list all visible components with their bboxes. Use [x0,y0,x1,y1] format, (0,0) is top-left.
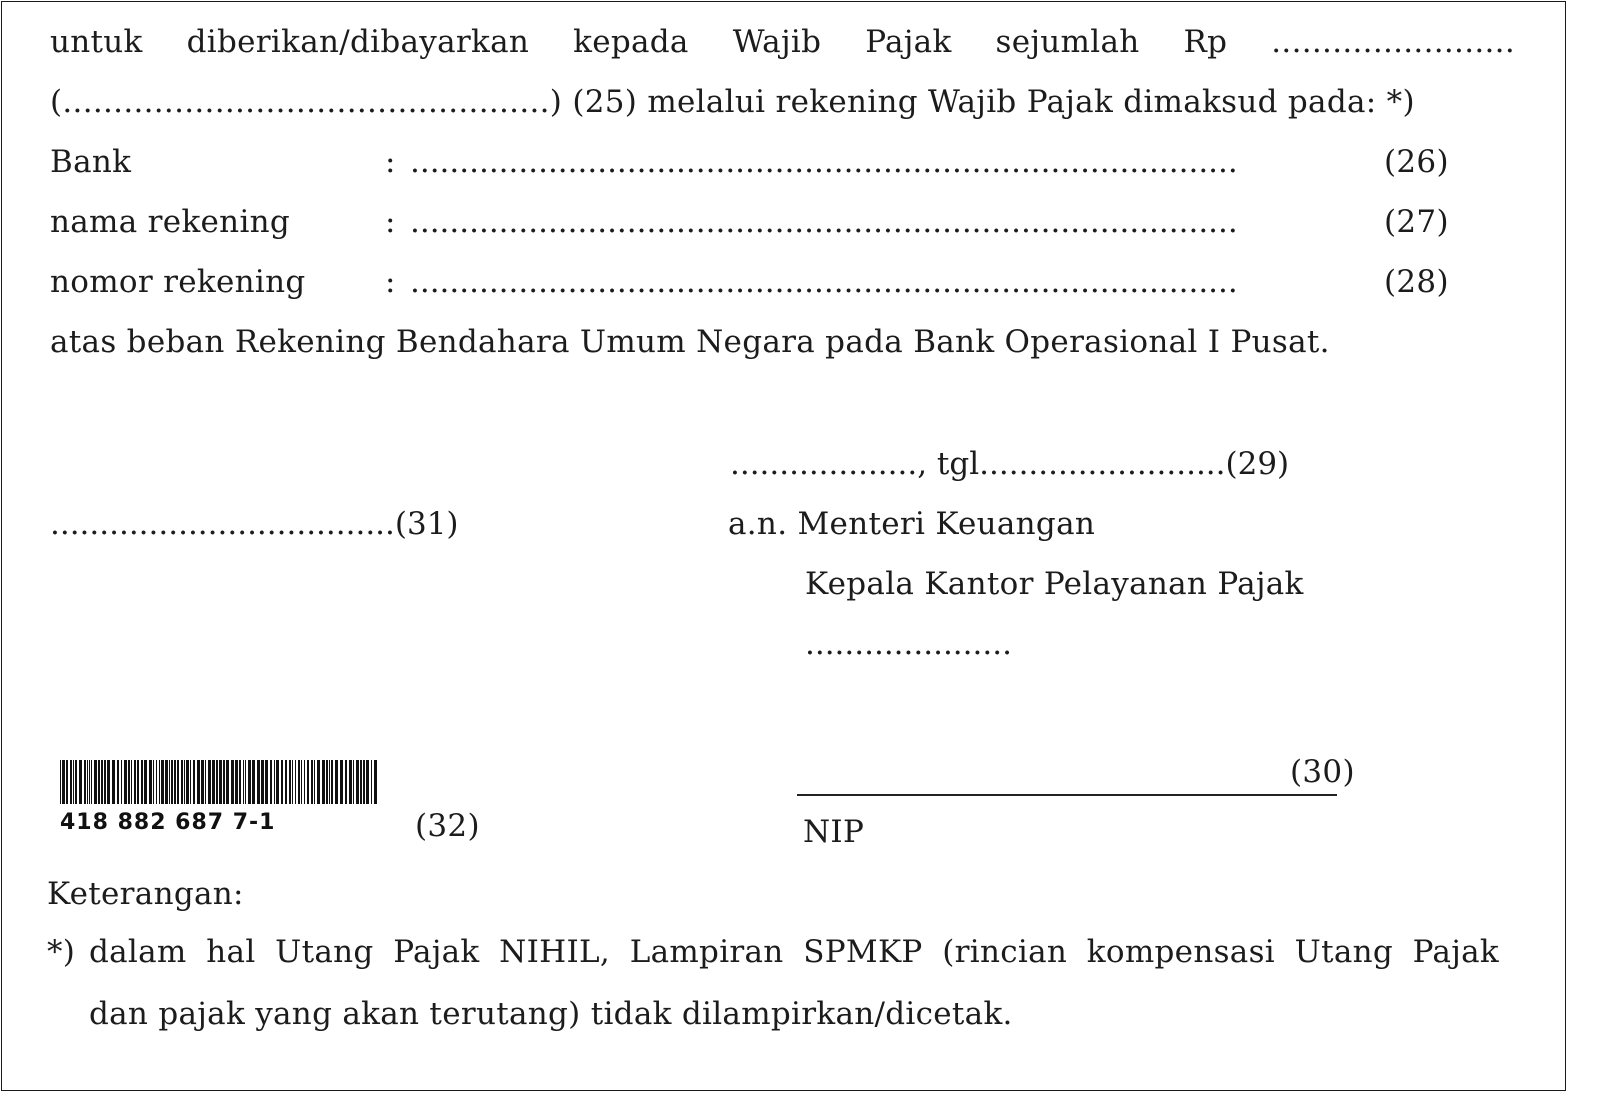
signature-line [797,794,1337,796]
barcode-bar [243,760,244,804]
account-number-sep: : [385,264,396,300]
barcode-bar [161,760,164,804]
charge-line: atas beban Rekening Bendahara Umum Negara pada Bank Operasional I Pusat. [50,324,1330,360]
left-reference-line: ...................................(31) [50,506,459,542]
place-date-line: ..................., tgl.........................(29) [730,446,1290,482]
notes-line-1-word: Utang [275,934,374,970]
barcode-bar [193,760,195,804]
barcode-bar [353,760,354,804]
account-number-dots: .................................................................................... [410,264,1238,300]
barcode-bar [134,760,136,804]
barcode-bar [356,760,359,804]
signature-number: (30) [1290,754,1355,790]
barcode-bar [87,760,88,804]
barcode-bar [141,760,143,804]
barcode-bar [144,760,147,804]
barcode-bar [314,760,315,804]
barcode-bar [66,760,68,804]
account-name-num: (27) [1384,204,1449,240]
barcode-bar [177,760,179,804]
barcode-bar [89,760,90,804]
barcode-bar [326,760,328,804]
barcode-bar [91,760,92,804]
barcode-bar [70,760,72,804]
amount-line-word: Rp [1183,24,1228,60]
barcode-bar [371,760,372,804]
barcode-bar [197,760,200,804]
barcode-bar [374,760,377,804]
barcode-bar [252,760,255,804]
account-name-label: nama rekening [50,204,291,240]
barcode-bar [190,760,191,804]
barcode-bar [223,760,225,804]
barcode-bar [270,760,272,804]
notes-heading: Keterangan: [47,876,244,912]
barcode-image [60,760,378,804]
barcode-bar [79,760,82,804]
barcode-bar [131,760,132,804]
bank-field-num: (26) [1384,144,1449,180]
notes-line-1-word: Lampiran [629,934,784,970]
barcode-bar [289,760,291,804]
amount-line-word: sejumlah [995,24,1140,60]
barcode-bar [298,760,300,804]
barcode-bar [363,760,365,804]
barcode-bar [274,760,275,804]
notes-line-1-word: hal [206,934,256,970]
amount-line-word: kepada [573,24,689,60]
barcode-bar [62,760,65,804]
barcode-bar [75,760,77,804]
barcode-bar [317,760,320,804]
barcode-bar [366,760,369,804]
barcode-bar [295,760,296,804]
notes-line-1 [89,932,1499,972]
amount-line-word: diberikan/dibayarkan [186,24,530,60]
account-number-label: nomor rekening [50,264,306,300]
barcode-bar [171,760,173,804]
notes-line-1-word: NIHIL, [499,934,611,970]
barcode-bar [208,760,211,804]
barcode-bar [101,760,103,804]
barcode-bar [349,760,352,804]
amount-line-word: untuk [50,24,143,60]
barcode-bar [331,760,333,804]
barcode-bar [231,760,234,804]
notes-line-1-word: (rincian [942,934,1068,970]
barcode-bar [340,760,343,804]
account-name-sep: : [385,204,396,240]
barcode-bar [121,760,122,804]
on-behalf-line: a.n. Menteri Keuangan [728,506,1096,542]
barcode-bar [137,760,139,804]
barcode-bar [149,760,152,804]
barcode-bar [165,760,168,804]
account-name-dots: .................................................................................... [410,204,1238,240]
barcode-bar [345,760,347,804]
barcode-reference: (32) [415,808,480,844]
barcode-bar [124,760,127,804]
barcode-bar [281,760,283,804]
account-number-num: (28) [1384,264,1449,300]
barcode-bar [322,760,325,804]
barcode-bar [94,760,97,804]
amount-line-word: ........................ [1271,24,1515,60]
notes-line-1-word: Utang [1294,934,1394,970]
barcode-bar [205,760,206,804]
nip-label: NIP [803,814,865,850]
bank-field-label: Bank [50,144,132,180]
notes-line-1-word: dalam [89,934,187,970]
barcode-bar [301,760,302,804]
bank-field-sep: : [385,144,396,180]
barcode-bar [104,760,106,804]
barcode-bar [84,760,86,804]
barcode-bar [226,760,229,804]
barcode-bar [335,760,338,804]
barcode-bar [219,760,222,804]
barcode-bar [248,760,251,804]
barcode-number: 418 882 687 7-1 [60,810,276,835]
barcode-bar [159,760,160,804]
bank-field-dots: .................................................................................... [410,144,1238,180]
amount-line-word: Pajak [865,24,952,60]
barcode-bar [276,760,279,804]
barcode-bar [117,760,119,804]
office-name-line: ..................... [805,626,1012,662]
barcode-bar [60,760,61,804]
barcode-bar [156,760,157,804]
notes-line-1-word: kompensasi [1086,934,1275,970]
barcode-bar [304,760,305,804]
barcode-bar [261,760,264,804]
barcode-bar [360,760,362,804]
barcode-bar [239,760,241,804]
barcode-bar [212,760,215,804]
barcode-bar [329,760,330,804]
barcode-bar [257,760,260,804]
barcode-bar [307,760,309,804]
barcode-bar [107,760,110,804]
barcode-bar [245,760,246,804]
amount-line [50,22,1515,62]
barcode-bar [186,760,189,804]
barcode-bar [112,760,115,804]
barcode-bar [216,760,218,804]
barcode-bar [169,760,170,804]
barcode-bar [311,760,313,804]
barcode-bar [181,760,183,804]
barcode-bar [285,760,287,804]
barcode-bar [153,760,154,804]
amount-in-words-line: (................................................) (25) melalui rekening Wajib Pajak dimaksud pada: *) [50,84,1415,120]
barcode-bar [201,760,204,804]
notes-line-1-word: Pajak [393,934,480,970]
barcode-bar [174,760,176,804]
amount-line-word: Wajib [732,24,822,60]
barcode-bar [292,760,293,804]
notes-line-1-word: SPMKP [803,934,923,970]
notes-line-1-word: Pajak [1412,934,1499,970]
barcode-bar [128,760,130,804]
barcode-bar [98,760,100,804]
notes-marker: *) [47,934,76,970]
office-title-line: Kepala Kantor Pelayanan Pajak [805,566,1304,602]
notes-line-2: dan pajak yang akan terutang) tidak dilampirkan/dicetak. [89,996,1013,1032]
barcode-bar [265,760,268,804]
barcode-bar [184,760,185,804]
barcode-bar [73,760,74,804]
barcode-bar [235,760,238,804]
